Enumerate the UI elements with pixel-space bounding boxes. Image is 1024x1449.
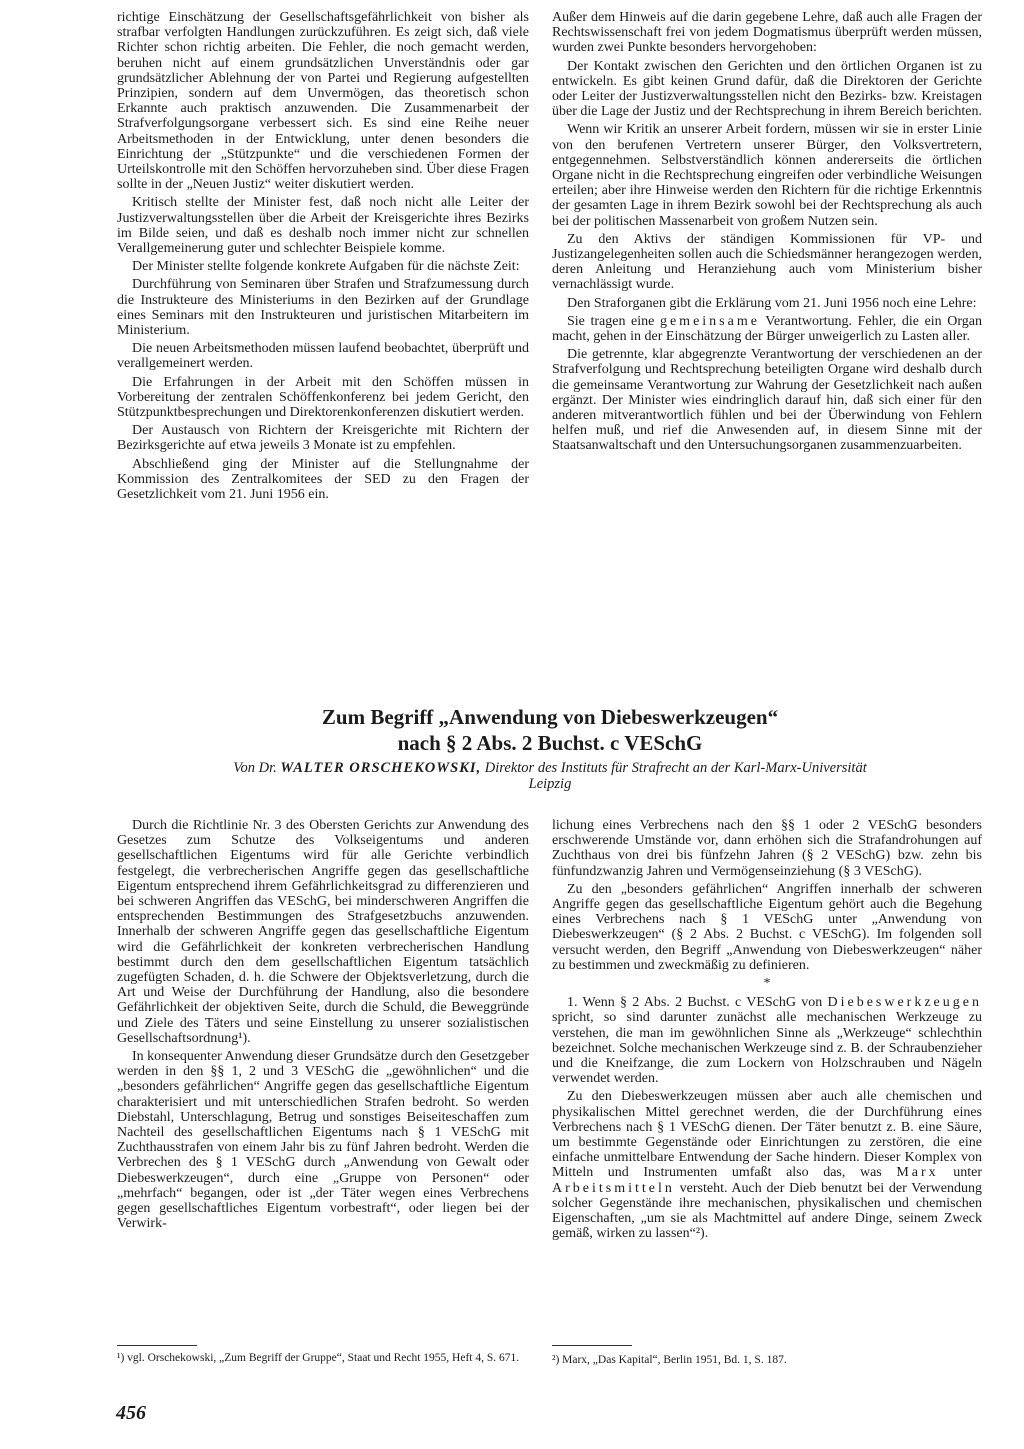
page-number: 456 — [116, 1402, 146, 1424]
text: spricht, so sind darunter zunächst alle mechanischen Werkzeuge zu verstehen, die man im gewöhnlichen Sinne als „Werkzeuge“ schlechthin bezeichnet. Solche mechanischen Werkzeuge sind z. B. der Schraubenzieher und die Kneifzange, die zum Lockern von Holzschrauben und Nägeln verwendet werden. — [552, 1010, 982, 1087]
article-title — [112, 704, 988, 756]
quote-text: Sie tragen eine — [567, 313, 660, 329]
paragraph: Wenn wir Kritik an unserer Arbeit fordern, müssen wir sie in erster Linie von den berufenen Vertretern unserer Bürger, den Volksvertretern, entgegennehmen. Selbstverständlich können andererseits die örtlichen Organe nicht in die Rechtsprechung eingreifen oder verbindliche Weisungen erteilen; aber ihre Hinweise werden den Richtern für die richtige Erkenntnis der gesamten Lage in ihrem Bezirk sowohl bei der Rechtsprechung als auch bei der politischen Massenarbeit von großem Nutzen sein. — [552, 122, 982, 229]
paragraph — [552, 995, 982, 1086]
paragraph: Zu den „besonders gefährlichen“ Angriffen innerhalb der schweren Angriffe gegen das gesellschaftliche Eigentum gehört auch die Begehung eines Verbrechens nach § 1 VESchG unter „Anwendung von Diebeswerkzeugen“ (§ 2 Abs. 2 Buchst. c VESchG). Im folgenden soll versucht werden, den Begriff „Anwendung von Diebeswerkzeugen“ näher zu bestimmen und zweckmäßig zu definieren. — [552, 881, 982, 973]
quote-paragraph — [552, 314, 982, 344]
article-header — [112, 704, 988, 756]
paragraph: Die getrennte, klar abgegrenzte Verantwortung der verschiedenen an der Strafverfolgung und Rechtsprechung beteiligten Organe wird deshalb durch die gemeinsame Verantwortung zur Wahrung der Gesetzlichkeit nach außen ergänzt. Der Minister wies eindringlich darauf hin, daß sich einer für den anderen mitverantwortlich fühlen und bei der Überwindung von Fehlern helfen muß, und rief die Anwesenden auf, in diesem Sinne mit der Staatsanwaltschaft und den Untersuchungsorganen zusammenzuarbeiten. — [552, 347, 982, 454]
paragraph: Der Minister stellte folgende konkrete Aufgaben für die nächste Zeit: — [132, 259, 520, 275]
paragraph: richtige Einschätzung der Gesellschaftsgefährlichkeit von bisher als strafbar verfolgten Handlungen zurückzuführen. Es zeigt sich, daß viele Richter schon richtig arbeiten. Die Fehler, die noch gemacht werden, beruhen nicht auf einem grundsätzlichen Unverständnis oder gar grundsätzlicher Ablehnung der von Partei und Regierung aufgestellten Prinzipien, sondern auf dem Unvermögen, das theoretisch schon Erkannte auch praktisch anzuwenden. Die Zusammenarbeit der Strafverfolgungsorgane verbessert sich. Es sind eine Reihe neuer Arbeitsmethoden in der Entwicklung, unter denen besonders die Einrichtung der „Stützpunkte“ und die verschiedenen Formen der Urteilskontrolle mit den Schöffen hervorzuheben sind. Über diese Fragen sollte in der „Neuen Justiz“ weiter diskutiert werden. — [117, 10, 529, 193]
quote-text: Verantwortung. Fehler, die ein Organ macht, gehen in der Einschätzung der Bürger unweigerlich zu Lasten aller. — [552, 313, 983, 345]
paragraph: Abschließend ging der Minister auf die Stellungnahme der Kommission des Zentralkomitees der SED zu den Fragen der Gesetzlichkeit vom 21. Juni 1956 ein. — [117, 456, 529, 503]
bottom-left-column — [117, 818, 529, 1234]
bottom-right-column — [552, 818, 982, 1244]
emphasis: Arbeitsmitteln — [552, 1180, 675, 1196]
top-left-column — [117, 10, 529, 505]
footnote-rule-left — [117, 1345, 197, 1346]
paragraph: Die neuen Arbeitsmethoden müssen laufend beobachtet, überprüft und verallgemeinert werden. — [117, 341, 529, 372]
author-affiliation: Direktor des Instituts für Strafrecht an der Karl-Marx-Universität — [484, 760, 867, 776]
paragraph: In konsequenter Anwendung dieser Grundsätze durch den Gesetzgeber werden in den §§ 1, 2 und 3 VESchG die „gewöhnlichen“ und die „besonders gefährlichen“ Angriffe gegen das gesellschaftliche Eigentum charakterisiert und mit unterschiedlichen Strafen bedroht. So werden Diebstahl, Unterschlagung, Betrug und sonstiges Beiseiteschaffen zum Nachteil des gesellschaftlichen Eigentums nach § 1 VESchG mit Zuchthausstrafen von einem Jahr bis zu fünf Jahren bedroht. Werden die Verbrechen des § 1 VESchG durch „Anwendung von Gewalt oder Diebeswerkzeugen“, durch eine „Gruppe von Personen“ oder „mehrfach“ begangen, oder ist „der Täter wegen eines Verbrechens gegen gesellschaftliches Eigentum vorbestraft“, oder liegen bei der Verwirk- — [117, 1049, 529, 1232]
paragraph: Der Austausch von Richtern der Kreisgerichte mit Richtern der Bezirksgerichte auf etwa jeweils 3 Monate ist zu empfehlen. — [117, 423, 529, 454]
emphasis: Marx — [896, 1165, 939, 1181]
footnote-rule-right — [552, 1345, 632, 1346]
quote-emphasis: gemeinsame — [659, 313, 760, 329]
emphasis: Diebeswerkzeugen — [827, 995, 982, 1011]
section-divider-star: * — [763, 976, 771, 992]
paragraph — [552, 1089, 982, 1241]
author-city: Leipzig — [528, 776, 572, 792]
byline-prefix: Von Dr. — [233, 760, 277, 776]
text: versteht. Auch der Dieb benutzt bei der Verwendung solcher Gegenstände ihre mechanischen, physikalischen und chemischen Eigenschaften, „um sie als Machtmittel auf andere Dinge, seinem Zweck gemäß, wirken zu lassen“²). — [552, 1180, 982, 1242]
article-byline — [112, 760, 988, 792]
paragraph: Außer dem Hinweis auf die darin gegebene Lehre, daß auch alle Fragen der Rechtswissenschaft frei von jedem Dogmatismus überprüft werden müssen, wurden zwei Punkte besonders hervorgehoben: — [552, 10, 982, 56]
paragraph: Die Erfahrungen in der Arbeit mit den Schöffen müssen in Vorbereitung der zentralen Schöffenkonferenz bei jedem Gericht, den Stützpunktbesprechungen und Direktorenkonferenzen diskutiert werden. — [117, 374, 529, 421]
footnote-left: ¹) vgl. Orschekowski, „Zum Begriff der Gruppe“, Staat und Recht 1955, Heft 4, S. 671. — [117, 1352, 520, 1364]
author-name: WALTER ORSCHEKOWSKI, — [280, 760, 482, 776]
text: unter — [938, 1165, 983, 1181]
text: 1. Wenn § 2 Abs. 2 Buchst. c VESchG von — [567, 995, 828, 1011]
paragraph: Kritisch stellte der Minister fest, daß noch nicht alle Leiter der Justizverwaltungsstellen über die Arbeit der Kreisgerichte ihres Bezirks im Bilde seien, und daß es deshalb noch immer nicht zur schnellen Verallgemeinerung guter und schlechter Beispiele komme. — [117, 195, 529, 257]
paragraph: Den Straforganen gibt die Erklärung vom 21. Juni 1956 noch eine Lehre: — [567, 295, 977, 311]
footnote-right: ²) Marx, „Das Kapital“, Berlin 1951, Bd. 1, S. 187. — [552, 1354, 787, 1366]
top-right-column — [552, 10, 982, 457]
paragraph: Durch die Richtlinie Nr. 3 des Obersten Gerichts zur Anwendung des Gesetzes zum Schutze des Volkseigentums und anderen gesellschaftlichen Eigentums wird für alle Gerichte verbindlich festgelegt, die verbrecherischen Angriffe gegen das gesellschaftliche Eigentum entsprechend ihrem Gefährlichkeitsgrad zu differenzieren und bei schweren Angriffen das VESchG, bei minderschweren Angriffen die entsprechenden Bestimmungen des Strafgesetzbuchs anzuwenden. Innerhalb der schweren Angriffe gegen das gesellschaftliche Eigentum wird die Gefährlichkeit der konkreten verbrecherischen Handlung bestimmt durch den dem gesellschaftlichen Eigentum tatsächlich zugefügten Schaden, d. h. die Schwere der Objektsverletzung, durch die Art und Weise der Durchführung der Handlung, also die besondere Gefährlichkeit der objektiven Seite, durch die Schuld, die Beweggründe und Ziele des Täters und seine Einstellung zu unserer sozialistischen Gesellschaftsordnung¹). — [117, 818, 529, 1046]
paragraph: lichung eines Verbrechens nach den §§ 1 oder 2 VESchG besonders erschwerende Umstände vor, dann erhöhen sich die Strafandrohungen auf Zuchthaus von drei bis fünfzehn Jahren (§ 2 VESchG) bzw. zehn bis fünfundzwanzig Jahren und Vermögenseinziehung (§ 3 VESchG). — [552, 818, 982, 879]
title-line: Zum Begriff „Anwendung von Diebeswerkzeugen“ — [321, 705, 779, 729]
paragraph: Zu den Aktivs der ständigen Kommissionen für VP- und Justizangelegenheiten sollen auch die Schiedsmänner herangezogen werden, deren Anleitung und Heranziehung auch vom Ministerium bisher vernachlässigt wurde. — [552, 231, 982, 293]
text: Zu den Diebeswerkzeugen müssen aber auch alle chemischen und physikalischen Mittel gerechnet werden, die der Durchführung eines Verbrechens nach § 1 VESchG dienen. Der Täter benutzt z. B. eine Säure, um bestimmte Gegenstände oder Einrichtungen zu zerstören, die eine einfache unmittelbare Entwendung der Sache hindern. Dieser Komplex von Mitteln und Instrumenten umfaßt also das, was — [552, 1089, 982, 1181]
title-line: nach § 2 Abs. 2 Buchst. c VESchG — [397, 731, 703, 755]
paragraph: Durchführung von Seminaren über Strafen und Strafzumessung durch die Instrukteure des Ministeriums in den Bezirken auf der Grundlage eines Seminars mit den Instrukteuren und juristischen Mitarbeitern im Ministerium. — [117, 277, 529, 339]
paragraph: Der Kontakt zwischen den Gerichten und den örtlichen Organen ist zu entwickeln. Es gibt keinen Grund dafür, daß die Direktoren der Gerichte oder Leiter der Justizverwaltungsstellen nicht den Bezirks- bzw. Kreistagen über die Lage der Justiz und der Rechtsprechung in ihrem Bereich berichten. — [552, 58, 982, 120]
